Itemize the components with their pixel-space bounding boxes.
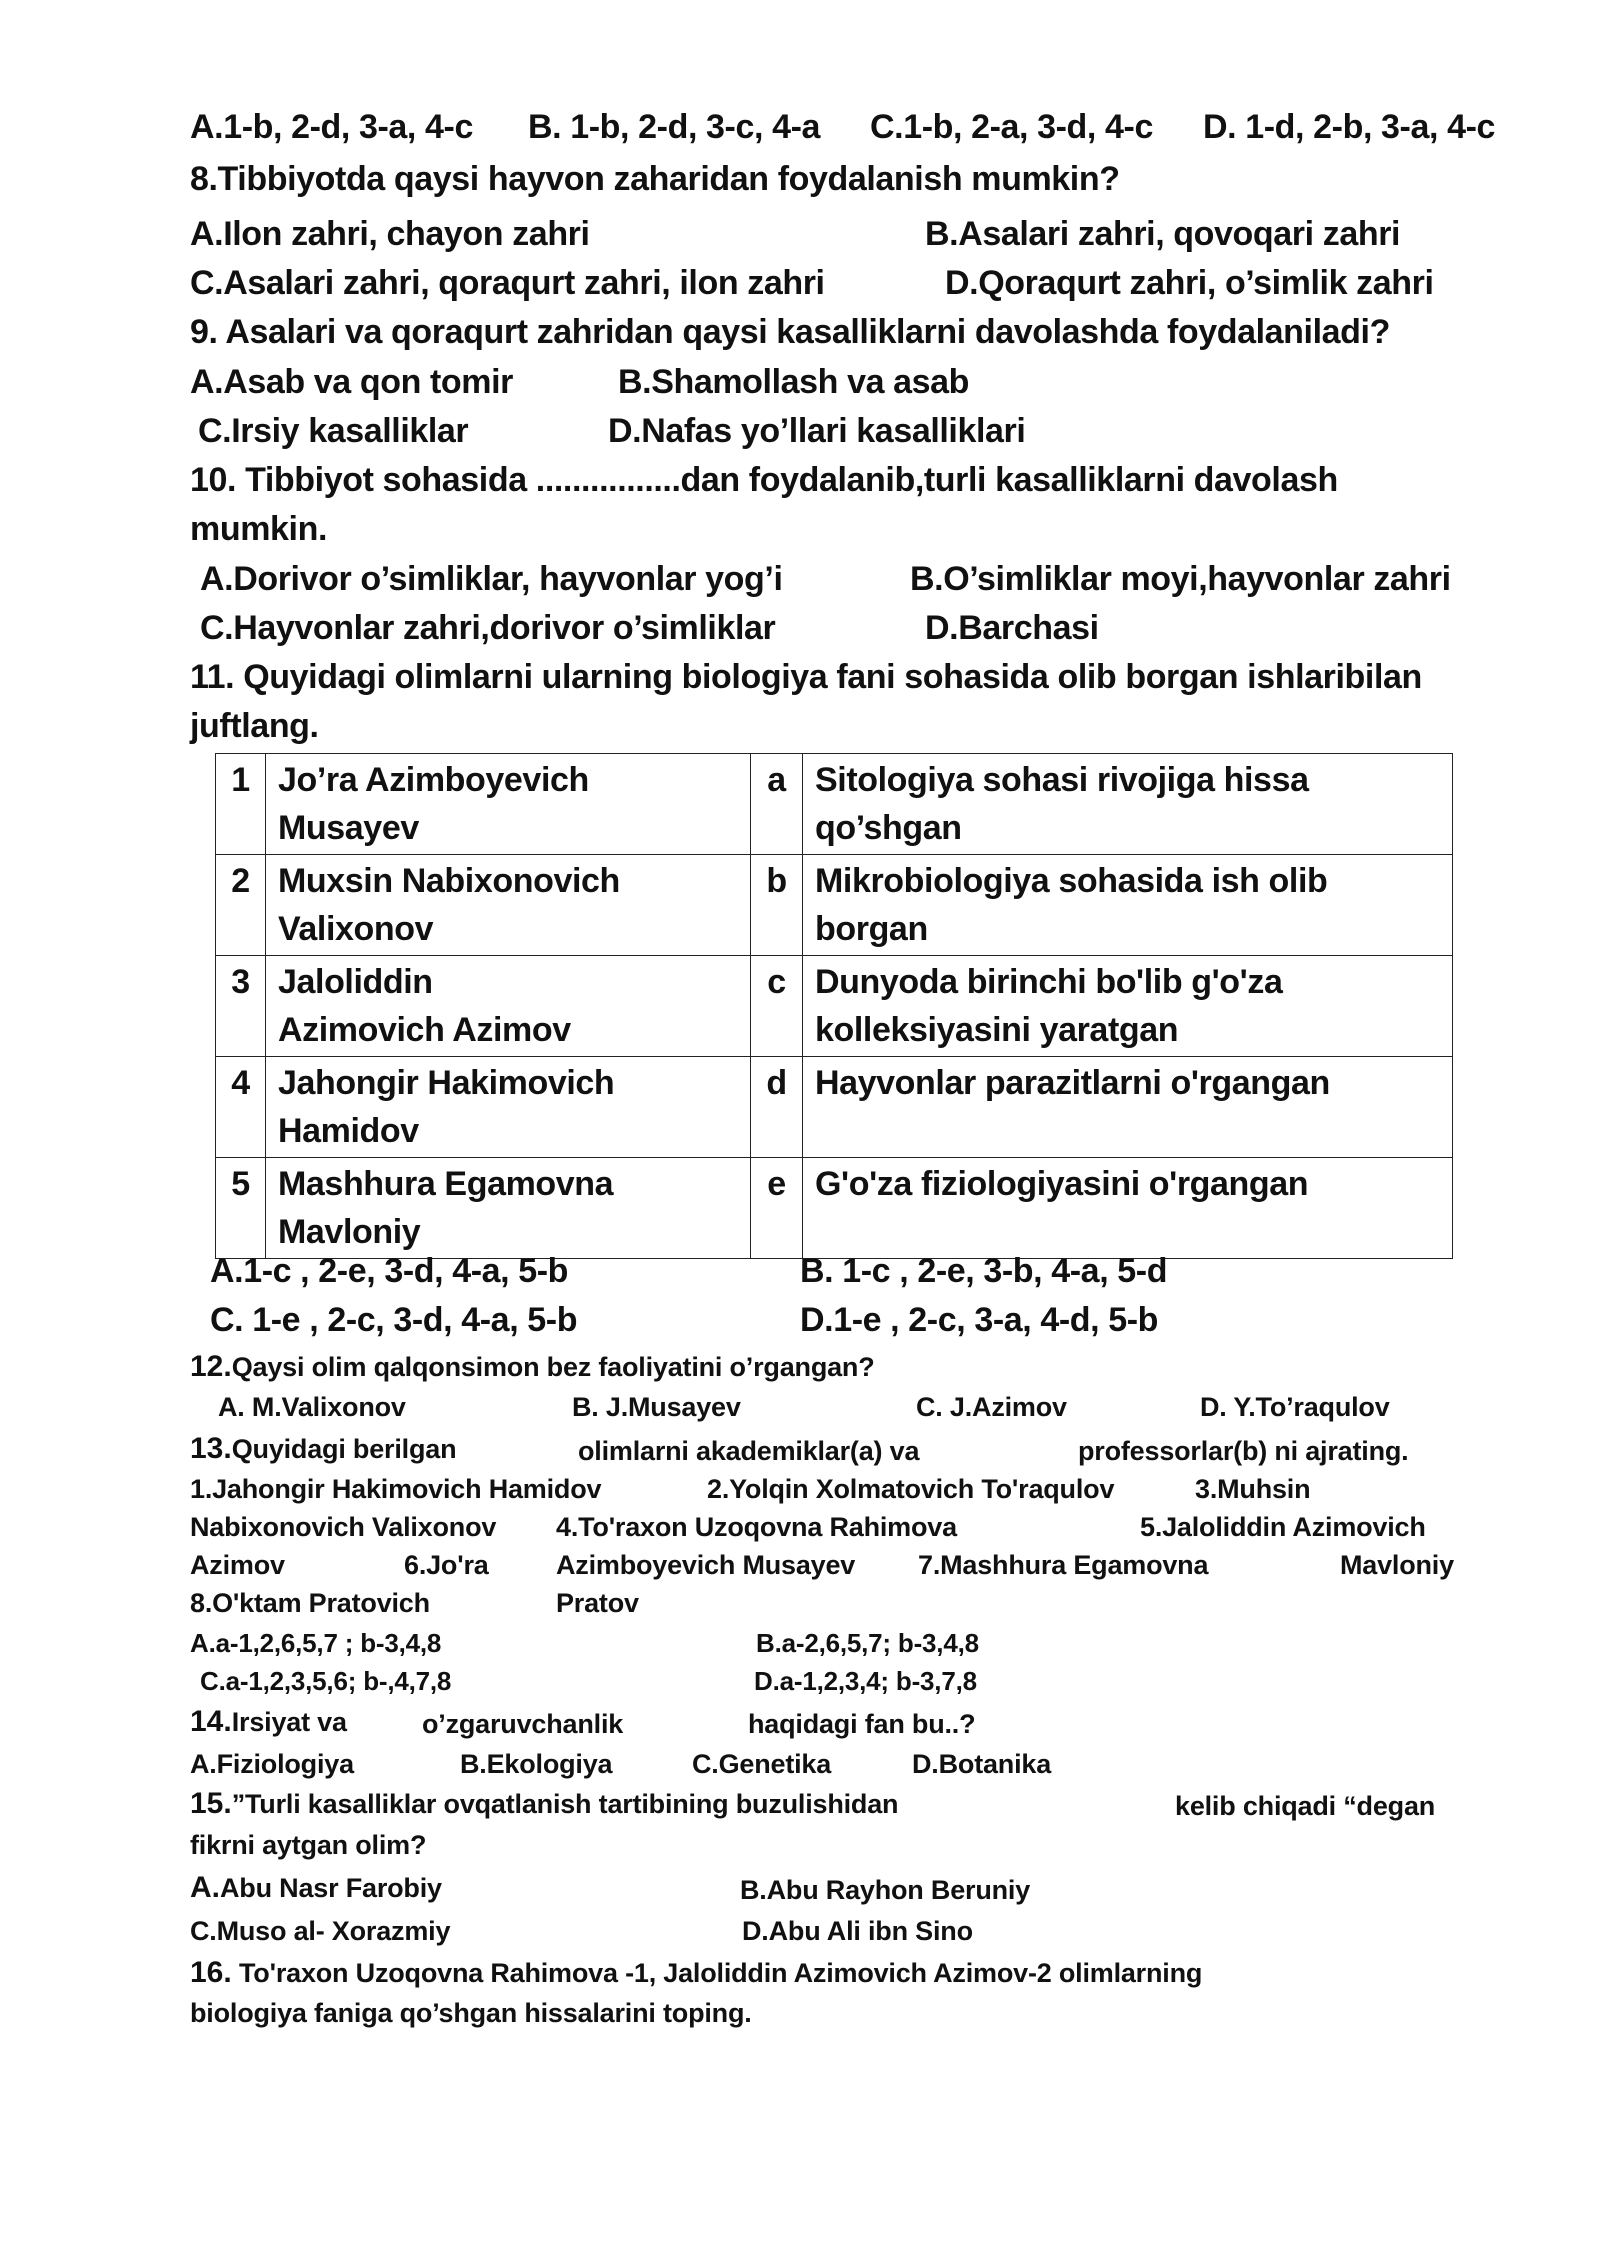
q13-item: Azimboyevich Musayev: [556, 1550, 856, 1580]
field-description: [803, 754, 1453, 855]
q13-question: [190, 1432, 456, 1466]
row-number: 3: [216, 956, 266, 1057]
q14-question: [190, 1705, 347, 1739]
q14-text-part3: haqidagi fan bu..?: [748, 1709, 976, 1739]
desc-line2: kolleksiyasini yaratgan: [815, 1011, 1179, 1049]
q15-option-b: B.Abu Rayhon Beruniy: [740, 1875, 1031, 1905]
scientist-name: [266, 1057, 751, 1158]
q13-item: Pratov: [556, 1588, 639, 1618]
q12-question: [190, 1350, 875, 1384]
q13-item: 6.Jo'ra: [404, 1550, 489, 1580]
q7-option-c: C.1-b, 2-a, 3-d, 4-c: [870, 108, 1153, 146]
q13-item: Mavloniy: [1340, 1550, 1454, 1580]
q8-question: 8.Tibbiyotda qaysi hayvon zaharidan foydalanish mumkin?: [190, 160, 1120, 198]
q13-option-b: B.a-2,6,5,7; b-3,4,8: [756, 1628, 979, 1658]
q14-text-part2: o’zgaruvchanlik: [422, 1709, 624, 1739]
field-description: [803, 1158, 1453, 1259]
row-letter: a: [751, 754, 803, 855]
name-line2: Mavloniy: [278, 1213, 421, 1251]
row-number: 5: [216, 1158, 266, 1259]
q9-option-d: D.Nafas yo’llari kasalliklari: [608, 412, 1026, 450]
table-row: [216, 1158, 1453, 1259]
q15-option-a-text: Abu Nasr Farobiy: [220, 1873, 442, 1903]
desc-line1: Mikrobiologiya sohasida ish olib: [815, 862, 1328, 900]
q12-number: 12.: [190, 1350, 232, 1383]
q15-option-a-letter: A.: [190, 1871, 220, 1904]
q15-text-part1: ”Turli kasalliklar ovqatlanish tartibining buzulishidan: [231, 1789, 899, 1819]
row-number: 1: [216, 754, 266, 855]
q15-option-a: [190, 1871, 442, 1905]
name-line2: Hamidov: [278, 1112, 419, 1150]
q13-item: 5.Jaloliddin Azimovich: [1140, 1512, 1426, 1542]
q8-option-c: C.Asalari zahri, qoraqurt zahri, ilon zahri: [190, 264, 825, 302]
q14-number: 14.: [190, 1705, 232, 1738]
q10-option-c: C.Hayvonlar zahri,dorivor o’simliklar: [200, 609, 776, 647]
q16-text-line1: To'raxon Uzoqovna Rahimova -1, Jaloliddin Azimovich Azimov-2 olimlarning: [231, 1958, 1203, 1988]
q14-option-d: D.Botanika: [912, 1749, 1052, 1779]
row-number: 2: [216, 855, 266, 956]
name-line2: Valixonov: [278, 910, 434, 948]
q12-option-d: D. Y.To’raqulov: [1200, 1392, 1390, 1422]
q14-text-part1: Irsiyat va: [231, 1707, 347, 1737]
q13-text-part3: professorlar(b) ni ajrating.: [1078, 1436, 1409, 1466]
q14-option-b: B.Ekologiya: [460, 1749, 613, 1779]
q13-item: Nabixonovich Valixonov: [190, 1512, 497, 1542]
q16-number: 16.: [190, 1956, 232, 1989]
q10-question-line2: mumkin.: [190, 510, 328, 548]
q13-option-c: C.a-1,2,3,5,6; b-,4,7,8: [200, 1666, 452, 1696]
q11-option-b: B. 1-c , 2-e, 3-b, 4-a, 5-d: [800, 1252, 1168, 1290]
q11-option-d: D.1-e , 2-c, 3-a, 4-d, 5-b: [800, 1301, 1159, 1339]
field-description: [803, 956, 1453, 1057]
q15-option-c: C.Muso al- Xorazmiy: [190, 1916, 451, 1946]
q14-option-c: C.Genetika: [692, 1749, 832, 1779]
scientist-name: [266, 956, 751, 1057]
name-line1: Jaloliddin: [278, 963, 433, 1001]
desc-line2: borgan: [815, 910, 928, 948]
q11-option-a: A.1-c , 2-e, 3-d, 4-a, 5-b: [210, 1252, 569, 1290]
q11-matching-table: [215, 753, 1453, 1259]
q9-option-b: B.Shamollash va asab: [618, 363, 970, 401]
name-line1: Jo’ra Azimboyevich: [278, 761, 589, 799]
q16-question-line2: biologiya faniga qo’shgan hissalarini toping.: [190, 1998, 752, 2028]
q8-option-b: B.Asalari zahri, qovoqari zahri: [925, 215, 1401, 253]
q12-option-b: B. J.Musayev: [572, 1392, 741, 1422]
q8-option-d: D.Qoraqurt zahri, o’simlik zahri: [945, 264, 1434, 302]
row-number: 4: [216, 1057, 266, 1158]
field-description: [803, 1057, 1453, 1158]
q13-item: 1.Jahongir Hakimovich Hamidov: [190, 1474, 602, 1504]
q12-option-c: C. J.Azimov: [916, 1392, 1067, 1422]
q11-question-line1: 11. Quyidagi olimlarni ularning biologiya fani sohasida olib borgan ishlaribilan: [190, 658, 1422, 696]
table-row: [216, 754, 1453, 855]
name-line1: Muxsin Nabixonovich: [278, 862, 620, 900]
q15-text-part2: kelib chiqadi “degan: [1175, 1791, 1436, 1821]
q14-option-a: A.Fiziologiya: [190, 1749, 354, 1779]
q7-option-b: B. 1-b, 2-d, 3-c, 4-a: [528, 108, 821, 146]
q13-number: 13.: [190, 1432, 232, 1465]
q10-question-line1: 10. Tibbiyot sohasida ................dan foydalanib,turli kasalliklarni davolash: [190, 461, 1338, 499]
q9-option-c: C.Irsiy kasalliklar: [198, 412, 469, 450]
q13-item: 2.Yolqin Xolmatovich To'raqulov: [707, 1474, 1115, 1504]
q13-text-part2: olimlarni akademiklar(a) va: [578, 1436, 920, 1466]
q10-option-d: D.Barchasi: [925, 609, 1099, 647]
desc-line1: Hayvonlar parazitlarni o'rgangan: [815, 1064, 1330, 1102]
q15-question-line2: fikrni aytgan olim?: [190, 1830, 427, 1860]
q15-option-d: D.Abu Ali ibn Sino: [742, 1916, 973, 1946]
q12-option-a: A. M.Valixonov: [218, 1392, 406, 1422]
desc-line1: Dunyoda birinchi bo'lib g'o'za: [815, 963, 1283, 1001]
q13-text-part1: Quyidagi berilgan: [231, 1434, 457, 1464]
scientist-name: [266, 1158, 751, 1259]
name-line1: Mashhura Egamovna: [278, 1165, 614, 1203]
q13-option-a: A.a-1,2,6,5,7 ; b-3,4,8: [190, 1628, 442, 1658]
q7-option-a: A.1-b, 2-d, 3-a, 4-c: [190, 108, 473, 146]
q11-option-c: C. 1-e , 2-c, 3-d, 4-a, 5-b: [210, 1301, 578, 1339]
q7-option-d: D. 1-d, 2-b, 3-a, 4-c: [1203, 108, 1496, 146]
row-letter: e: [751, 1158, 803, 1259]
scientist-name: [266, 855, 751, 956]
q15-number: 15.: [190, 1787, 232, 1820]
scientist-name: [266, 754, 751, 855]
row-letter: d: [751, 1057, 803, 1158]
q8-option-a: A.Ilon zahri, chayon zahri: [190, 215, 590, 253]
table-row: [216, 855, 1453, 956]
q13-item: 4.To'raxon Uzoqovna Rahimova: [556, 1512, 957, 1542]
q13-item: 8.O'ktam Pratovich: [190, 1588, 430, 1618]
q13-item: 7.Mashhura Egamovna: [918, 1550, 1209, 1580]
q9-option-a: A.Asab va qon tomir: [190, 363, 514, 401]
name-line1: Jahongir Hakimovich: [278, 1064, 615, 1102]
q12-text: Qaysi olim qalqonsimon bez faoliyatini o’rgangan?: [231, 1352, 875, 1382]
table-row: [216, 956, 1453, 1057]
desc-line1: Sitologiya sohasi rivojiga hissa: [815, 761, 1309, 799]
desc-line1: G'o'za fiziologiyasini o'rgangan: [815, 1165, 1309, 1203]
q11-question-line2: juftlang.: [190, 707, 319, 745]
q13-item: 3.Muhsin: [1195, 1474, 1311, 1504]
row-letter: c: [751, 956, 803, 1057]
table-row: [216, 1057, 1453, 1158]
desc-line2: qo’shgan: [815, 809, 962, 847]
field-description: [803, 855, 1453, 956]
q9-question: 9. Asalari va qoraqurt zahridan qaysi kasalliklarni davolashda foydalaniladi?: [190, 313, 1390, 351]
name-line2: Azimovich Azimov: [278, 1011, 571, 1049]
q10-option-b: B.O’simliklar moyi,hayvonlar zahri: [910, 560, 1451, 598]
q13-item: Azimov: [190, 1550, 285, 1580]
name-line2: Musayev: [278, 809, 419, 847]
q10-option-a: A.Dorivor o’simliklar, hayvonlar yog’i: [200, 560, 783, 598]
q15-question: [190, 1787, 898, 1821]
row-letter: b: [751, 855, 803, 956]
q16-question: [190, 1956, 1202, 1990]
q13-option-d: D.a-1,2,3,4; b-3,7,8: [754, 1666, 977, 1696]
